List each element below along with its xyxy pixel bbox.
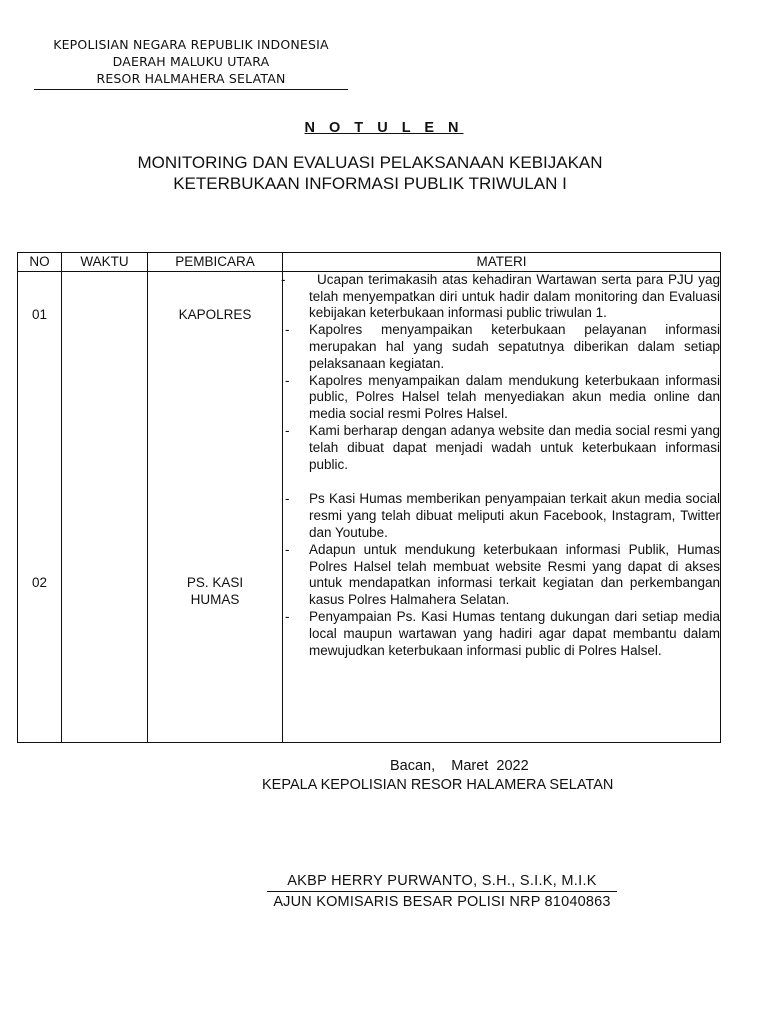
letterhead [34, 36, 348, 87]
materi-text: Ucapan terimakasih atas kehadiran Wartawan serta para PJU yag telah menyempatkan diri untuk hadir dalam monitoring dan Evaluasi kebijakan keterbukaan informasi public triwulan 1. [309, 271, 720, 321]
bullet-dash: - [285, 608, 290, 624]
materi-item [283, 491, 720, 541]
column-header-waktu: WAKTU [62, 253, 148, 272]
materi-item [283, 609, 720, 659]
materi-item [283, 542, 720, 609]
materi-cell [283, 271, 721, 742]
row-number-01: 01 [31, 306, 48, 322]
letterhead-unit: RESOR HALMAHERA SELATAN [96, 71, 286, 86]
closing-block [262, 757, 682, 795]
bullet-dash: - [281, 271, 286, 287]
document-title-line-2: KETERBUKAAN INFORMASI PUBLIK TRIWULAN I [173, 174, 567, 193]
column-header-materi: MATERI [283, 253, 721, 272]
letterhead-institution: KEPOLISIAN NEGARA REPUBLIK INDONESIA [53, 37, 329, 52]
minutes-table-body-row [18, 271, 721, 742]
materi-text: Adapun untuk mendukung keterbukaan informasi Publik, Humas Polres Halsel telah membuat website Resmi yang dapat di akses untuk mendapatkan informasi terkait kegiatan dan perkembangan kasus Polres Halmahera Selatan. [309, 541, 720, 608]
minutes-table-header-row [18, 253, 721, 272]
place-and-date: Bacan, Maret 2022 [390, 758, 529, 774]
waktu-cell [62, 271, 148, 742]
letterhead-region: DAERAH MALUKU UTARA [112, 54, 270, 69]
document-heading: N O T U L E N [304, 120, 464, 136]
materi-text: Penyampaian Ps. Kasi Humas tentang dukungan dari setiap media local maupun wartawan yang hadiri agar dapat membantu dalam mewujudkan keterbukaan informasi public di Polres Halsel. [309, 608, 720, 658]
column-header-no: NO [18, 253, 62, 272]
pembicara-cell [148, 271, 283, 742]
materi-item [283, 322, 720, 372]
speaker-kapolres: KAPOLRES [178, 306, 252, 322]
letterhead-divider [34, 89, 348, 90]
bullet-dash: - [285, 491, 290, 507]
bullet-dash: - [285, 541, 290, 557]
bullet-dash: - [285, 322, 290, 338]
signature-block [262, 872, 622, 911]
signatory-rank: AJUN KOMISARIS BESAR POLISI NRP 81040863 [273, 894, 611, 910]
materi-text: Kapolres menyampaikan keterbukaan pelayanan informasi merupakan hal yang sudah sepatutnya diberikan dalam setiap pelaksanaan kegiatan. [309, 322, 720, 371]
bullet-dash: - [285, 372, 290, 388]
materi-item [283, 272, 720, 322]
row-number-02: 02 [31, 574, 48, 590]
speaker-humas: HUMAS [190, 591, 240, 607]
minutes-table [17, 252, 721, 743]
materi-text: Ps Kasi Humas memberikan penyampaian terkait akun media social resmi yang telah dibuat meliputi akun Facebook, Instagram, Twitter dan Youtube. [309, 491, 720, 540]
materi-item [283, 373, 720, 423]
materi-text: Kapolres menyampaikan dalam mendukung keterbukaan informasi public, Polres Halsel telah menyediakan akun media online dan media social resmi Polres Halsel. [309, 372, 720, 422]
speaker-ps-kasi: PS. KASI [186, 574, 244, 590]
column-header-pembicara: PEMBICARA [148, 253, 283, 272]
signatory-name: AKBP HERRY PURWANTO, S.H., S.I.K, M.I.K [267, 872, 617, 892]
signatory-role: KEPALA KEPOLISIAN RESOR HALAMERA SELATAN [262, 777, 614, 793]
document-title [0, 152, 740, 194]
bullet-dash: - [285, 422, 290, 438]
document-title-line-1: MONITORING DAN EVALUASI PELAKSANAAN KEBIJAKAN [137, 153, 603, 172]
no-cell [18, 271, 62, 742]
materi-item [283, 423, 720, 473]
materi-text: Kami berharap dengan adanya website dan media social resmi yang telah dibuat dapat menjadi wadah untuk keterbukaan informasi public. [309, 422, 720, 472]
section-gap [283, 473, 720, 491]
